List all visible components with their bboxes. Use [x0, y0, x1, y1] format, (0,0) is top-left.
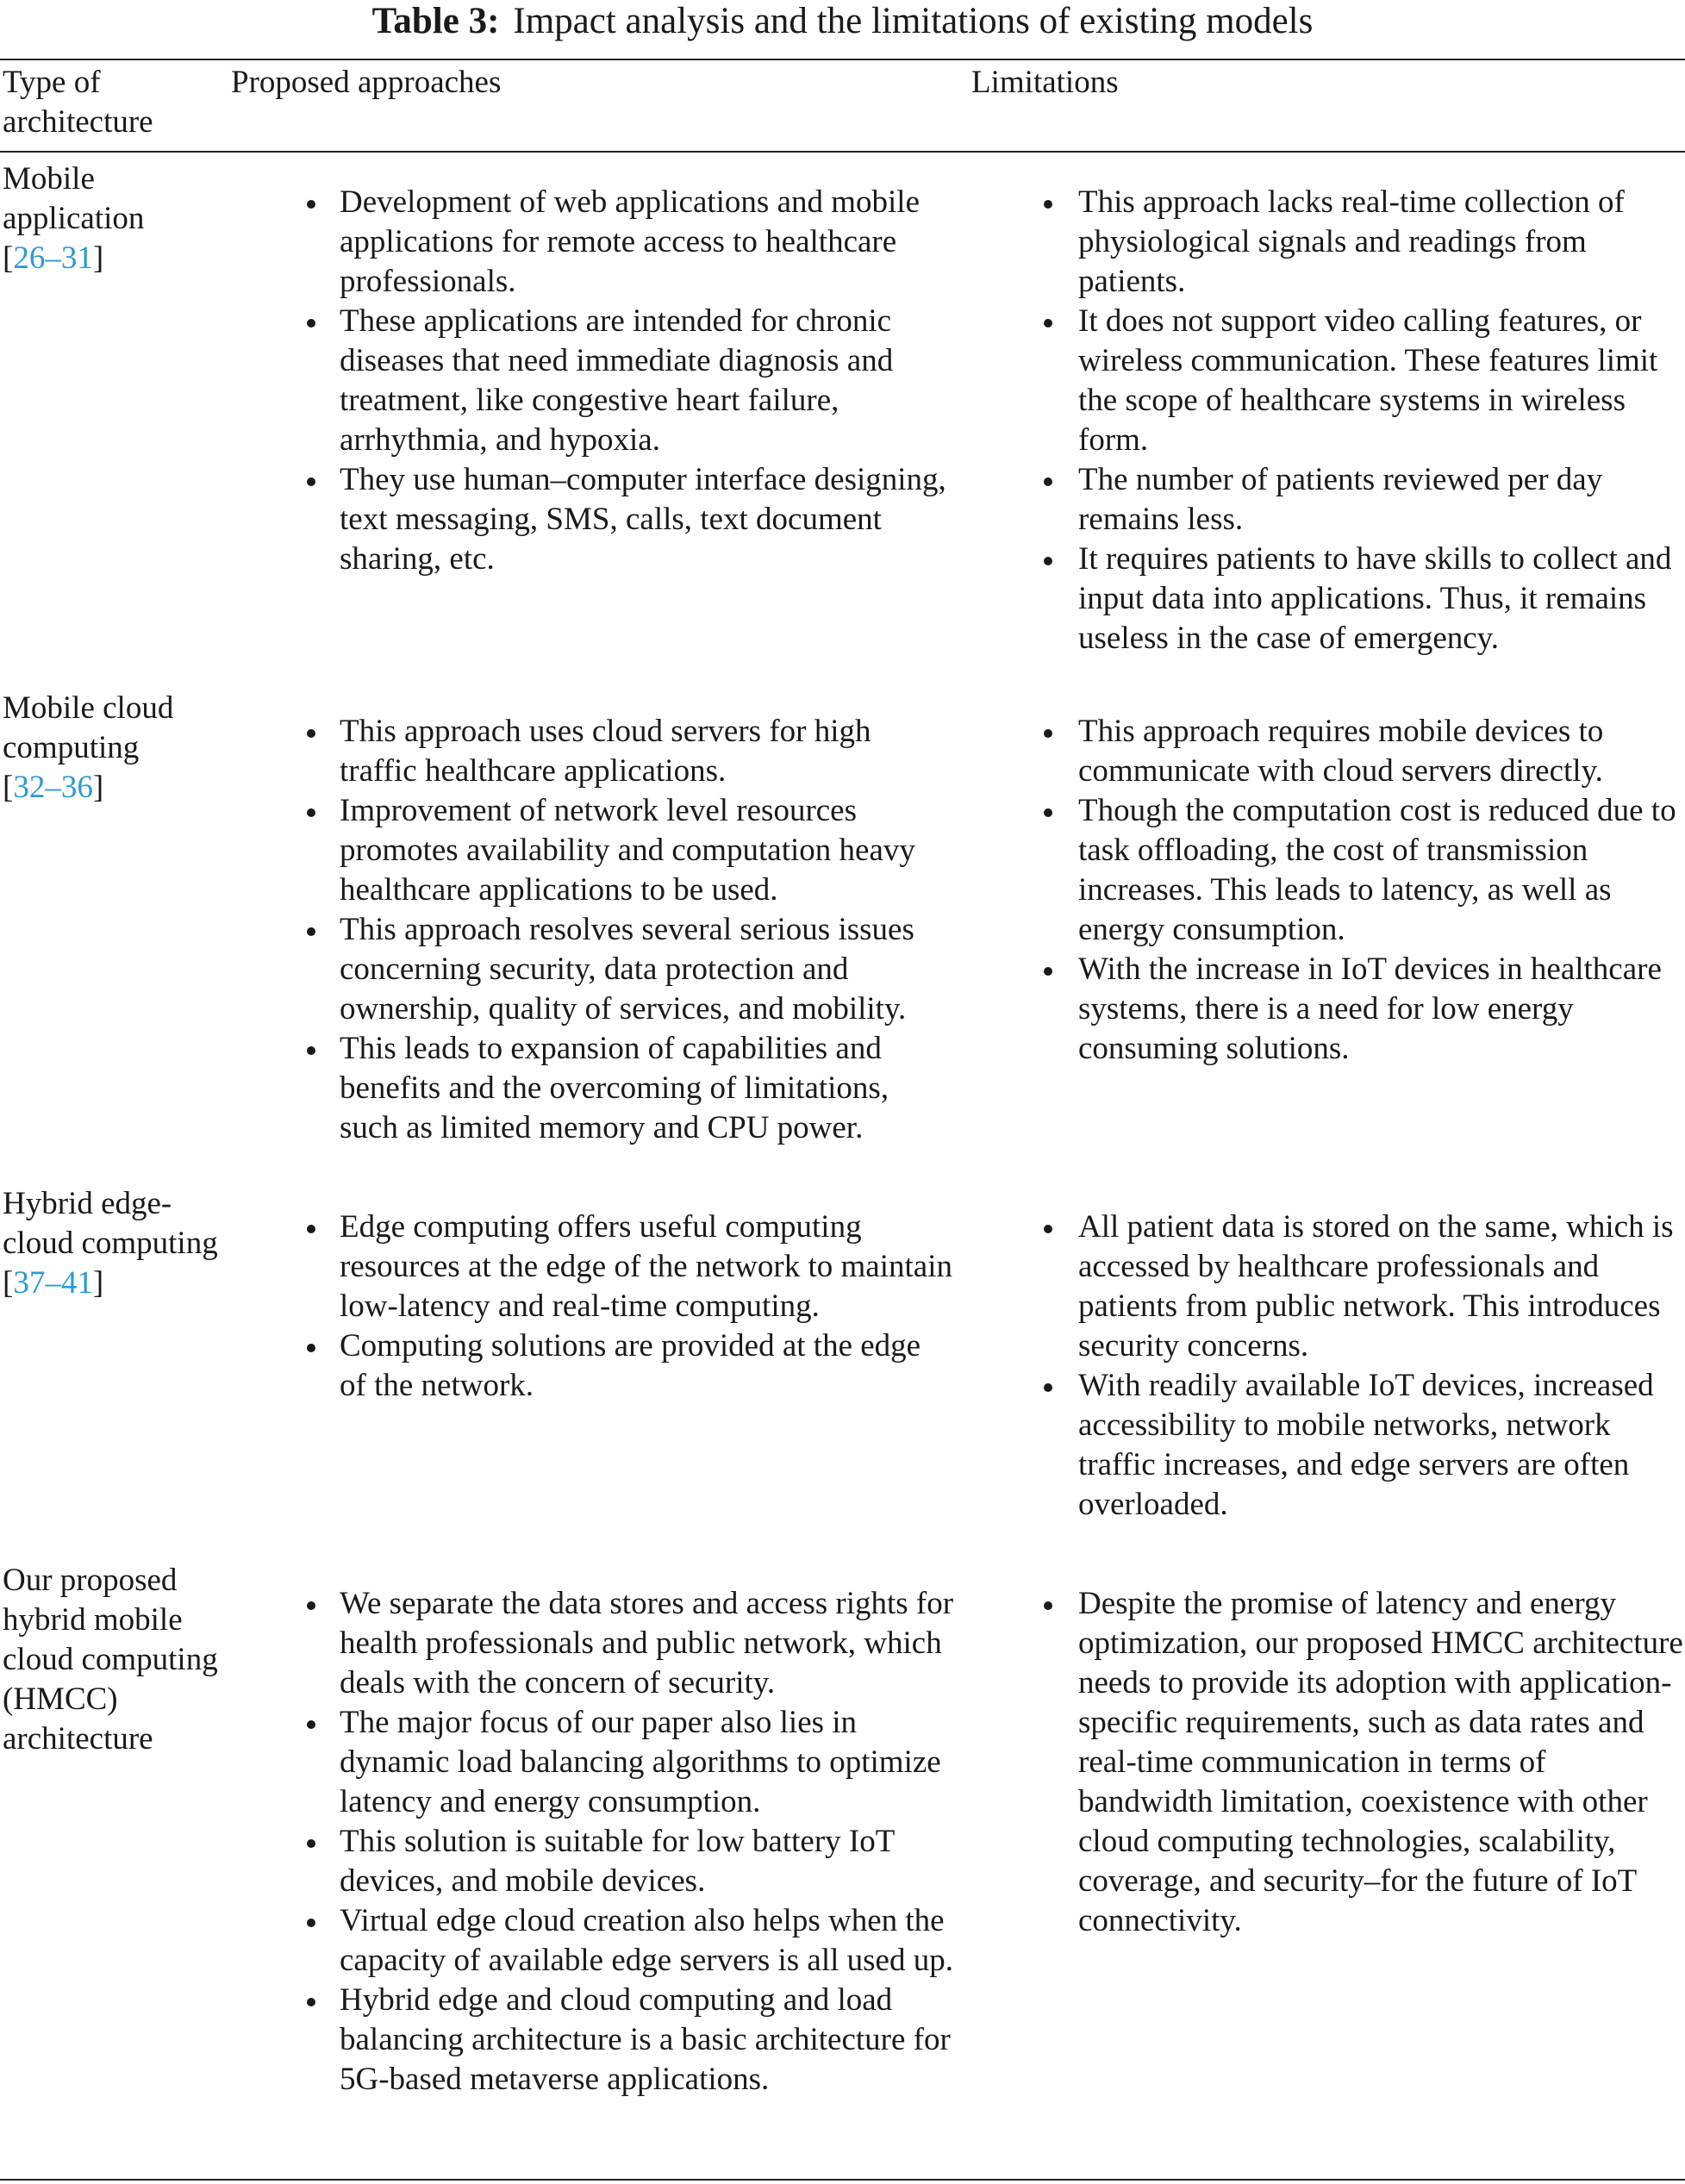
row-type-cell	[3, 689, 218, 808]
bullet-item: The major focus of our paper also lies in dynamic load balancing algorithms to optimize latency and energy consumption.	[231, 1703, 955, 1822]
row-limitations	[971, 183, 1685, 658]
bullet-item: We separate the data stores and access rights for health professionals and public network, which deals with the concern of security.	[231, 1584, 955, 1703]
top-rule	[0, 59, 1685, 60]
citation-link[interactable]: 36	[60, 770, 93, 805]
bullet-item: With readily available IoT devices, increased accessibility to mobile networks, network traffic increases, and edge servers are often overloaded.	[971, 1366, 1685, 1525]
bullet-item: All patient data is stored on the same, which is accessed by healthcare professionals and patients from public network. This introduces security concerns.	[971, 1207, 1685, 1366]
citation-link[interactable]: 41	[60, 1265, 93, 1301]
header-rule	[0, 151, 1685, 153]
bullet-item: Computing solutions are provided at the edge of the network.	[231, 1326, 955, 1406]
bullet-item: This leads to expansion of capabilities and benefits and the overcoming of limitations, such as limited memory and CPU power.	[231, 1029, 955, 1148]
bullet-item: This approach resolves several serious issues concerning security, data protection and ownership, quality of services, and mobility.	[231, 910, 955, 1029]
caption-text: Impact analysis and the limitations of existing models	[513, 1, 1314, 41]
citation-link[interactable]: 26	[13, 240, 46, 276]
row-type-cell	[3, 1561, 218, 1759]
bullet-item: This approach requires mobile devices to communicate with cloud servers directly.	[971, 712, 1685, 791]
header-limitations: Limitations	[971, 65, 1119, 100]
bullet-item: Hybrid edge and cloud computing and load balancing architecture is a basic architecture for 5G-based metaverse applications.	[231, 1981, 955, 2100]
bullet-item: Virtual edge cloud creation also helps when the capacity of available edge servers is all used up.	[231, 1901, 955, 1981]
bullet-item: Despite the promise of latency and energy optimization, our proposed HMCC architecture needs to provide its adoption with application-specific requirements, such as data rates and real-time communication in terms of bandwidth limitation, coexistence with other cloud computing technologies, scalability, coverage, and security–for the future of IoT connectivity.	[971, 1584, 1685, 1941]
bullet-item: With the increase in IoT devices in healthcare systems, there is a need for low energy consuming solutions.	[971, 950, 1685, 1069]
row-type: Mobile cloud computing	[3, 690, 174, 765]
bullet-item: The number of patients reviewed per day remains less.	[971, 460, 1685, 540]
row-limitations	[971, 1207, 1685, 1525]
bullet-item: Though the computation cost is reduced due to task offloading, the cost of transmission increases. This leads to latency, as well as energy consumption.	[971, 791, 1685, 950]
bullet-item: These applications are intended for chronic diseases that need immediate diagnosis and treatment, like congestive heart failure, arrhythmia, and hypoxia.	[231, 302, 955, 460]
bullet-item: Development of web applications and mobile applications for remote access to healthcare professionals.	[231, 183, 955, 302]
bullet-item: It requires patients to have skills to collect and input data into applications. Thus, it remains useless in the case of emergency.	[971, 540, 1685, 658]
citation-link[interactable]: 37	[13, 1265, 46, 1301]
caption-label: Table 3:	[371, 1, 500, 41]
header-type: Type of architecture	[3, 65, 153, 140]
row-type-cell	[3, 159, 218, 278]
row-type-cell	[3, 1184, 218, 1303]
bullet-item: They use human–computer interface designing, text messaging, SMS, calls, text document sharing, etc.	[231, 460, 955, 579]
table-caption	[0, 0, 1685, 43]
citation-link[interactable]: 32	[13, 770, 46, 805]
row-approaches	[231, 712, 955, 1148]
row-approaches	[231, 1584, 955, 2100]
citation-link[interactable]: 31	[60, 240, 93, 276]
row-citation: [37–41]	[3, 1265, 104, 1301]
row-citation: [26–31]	[3, 240, 104, 276]
bullet-item: This solution is suitable for low battery IoT devices, and mobile devices.	[231, 1822, 955, 1901]
row-limitations	[971, 1584, 1685, 1941]
row-type: Mobile application	[3, 161, 145, 236]
bullet-item: Edge computing offers useful computing resources at the edge of the network to maintain low-latency and real-time computing.	[231, 1207, 955, 1326]
row-type: Our proposed hybrid mobile cloud computing (HMCC) architecture	[3, 1563, 218, 1757]
row-approaches	[231, 183, 955, 579]
row-type: Hybrid edge-cloud computing	[3, 1186, 218, 1261]
bottom-rule	[0, 2179, 1685, 2181]
row-approaches	[231, 1207, 955, 1406]
row-limitations	[971, 712, 1685, 1069]
bullet-item: Improvement of network level resources promotes availability and computation heavy healthcare applications to be used.	[231, 791, 955, 910]
bullet-item: It does not support video calling features, or wireless communication. These features limit the scope of healthcare systems in wireless form.	[971, 302, 1685, 460]
bullet-item: This approach uses cloud servers for high traffic healthcare applications.	[231, 712, 955, 791]
bullet-item: This approach lacks real-time collection of physiological signals and readings from patients.	[971, 183, 1685, 302]
row-citation: [32–36]	[3, 770, 104, 805]
header-approaches: Proposed approaches	[231, 65, 502, 100]
